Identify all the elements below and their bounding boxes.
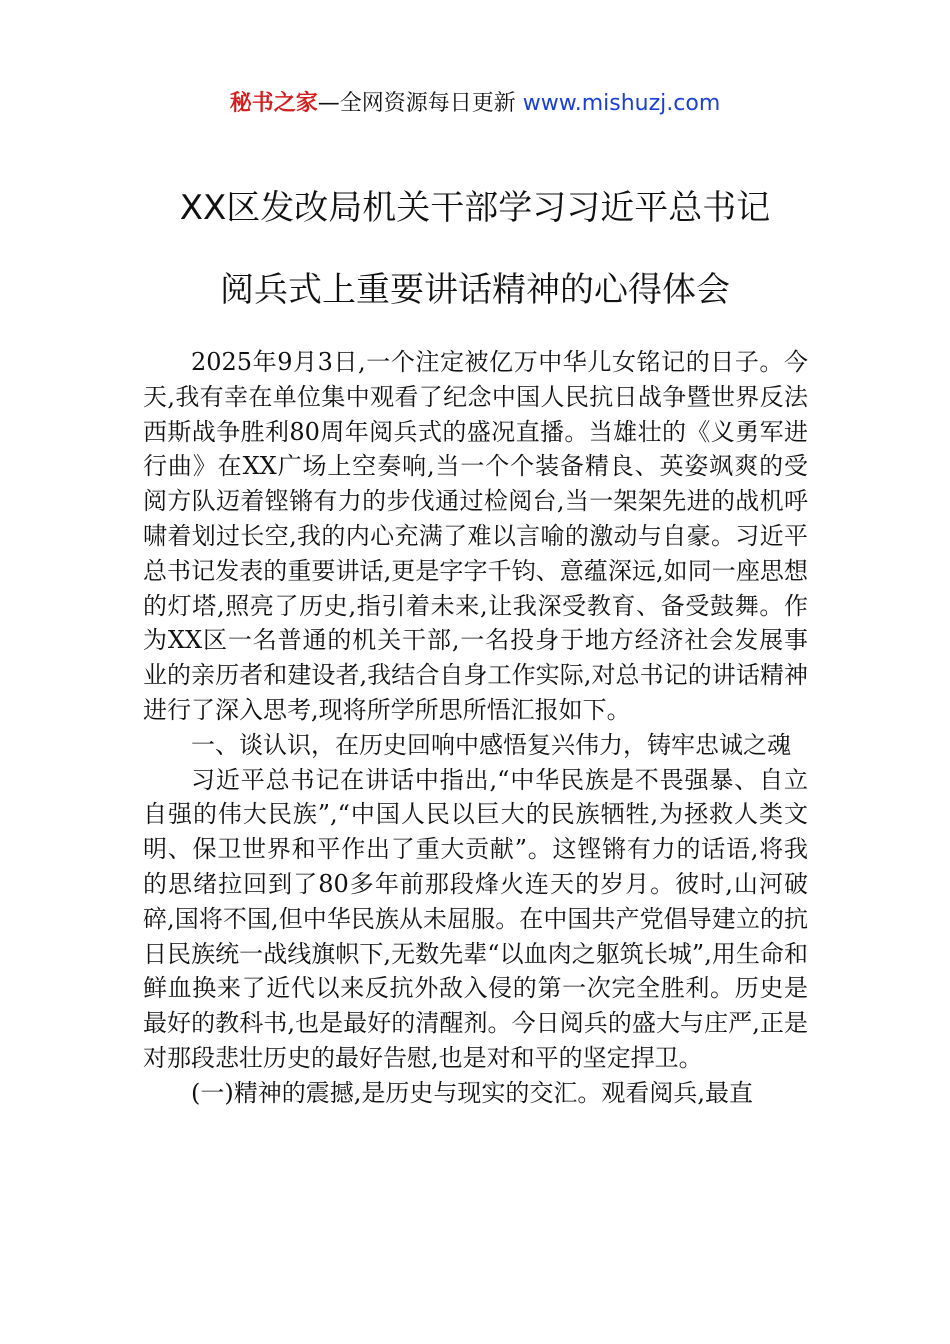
subsection-heading: (一)精神的震撼,是历史与现实的交汇。观看阅兵,最直 bbox=[191, 1078, 753, 1107]
site-url-link[interactable]: www.mishuzj.com bbox=[522, 91, 721, 116]
title-line-2: 阅兵式上重要讲话精神的心得体会 bbox=[220, 270, 730, 310]
document-title bbox=[0, 185, 950, 349]
title-line-1: XX区发改局机关干部学习习近平总书记 bbox=[179, 188, 771, 228]
document-body bbox=[143, 345, 808, 1111]
section-heading: 一、谈认识，在历史回响中感悟复兴伟力，铸牢忠诚之魂 bbox=[191, 730, 791, 759]
section-paragraph: 习近平总书记在讲话中指出,“中华民族是不畏强暴、自立自强的伟大民族”,“中国人民以巨大的民族牺牲,为拯救人类文明、保卫世界和平作出了重大贡献”。这铿锵有力的话语,将我的思绪拉回到了80多年前那段烽火连天的岁月。彼时,山河破碎,国将不国,但中华民族从未屈服。在中国共产党倡导建立的抗日民族统一战线旗帜下,无数先辈“以血肉之躯筑长城”,用生命和鲜血换来了近代以来反抗外敌入侵的第一次完全胜利。历史是最好的教科书,也是最好的清醒剂。今日阅兵的盛大与庄严,正是对那段悲壮历史的最好告慰,也是对和平的坚定捍卫。 bbox=[143, 765, 808, 1072]
header-tagline: —全网资源每日更新 bbox=[317, 91, 516, 116]
document-header bbox=[0, 88, 950, 120]
brand-name: 秘书之家 bbox=[229, 91, 318, 116]
intro-paragraph: 2025年9月3日,一个注定被亿万中华儿女铭记的日子。今天,我有幸在单位集中观看了纪念中国人民抗日战争暨世界反法西斯战争胜利80周年阅兵式的盛况直播。当雄壮的《义勇军进行曲》在XX广场上空奏响,当一个个装备精良、英姿飒爽的受阅方队迈着铿锵有力的步伐通过检阅台,当一架架先进的战机呼啸着划过长空,我的内心充满了难以言喻的激动与自豪。习近平总书记发表的重要讲话,更是字字千钧、意蕴深远,如同一座思想的灯塔,照亮了历史,指引着未来,让我深受教育、备受鼓舞。作为XX区一名普通的机关干部,一名投身于地方经济社会发展事业的亲历者和建设者,我结合自身工作实际,对总书记的讲话精神进行了深入思考,现将所学所思所悟汇报如下。 bbox=[143, 348, 808, 724]
